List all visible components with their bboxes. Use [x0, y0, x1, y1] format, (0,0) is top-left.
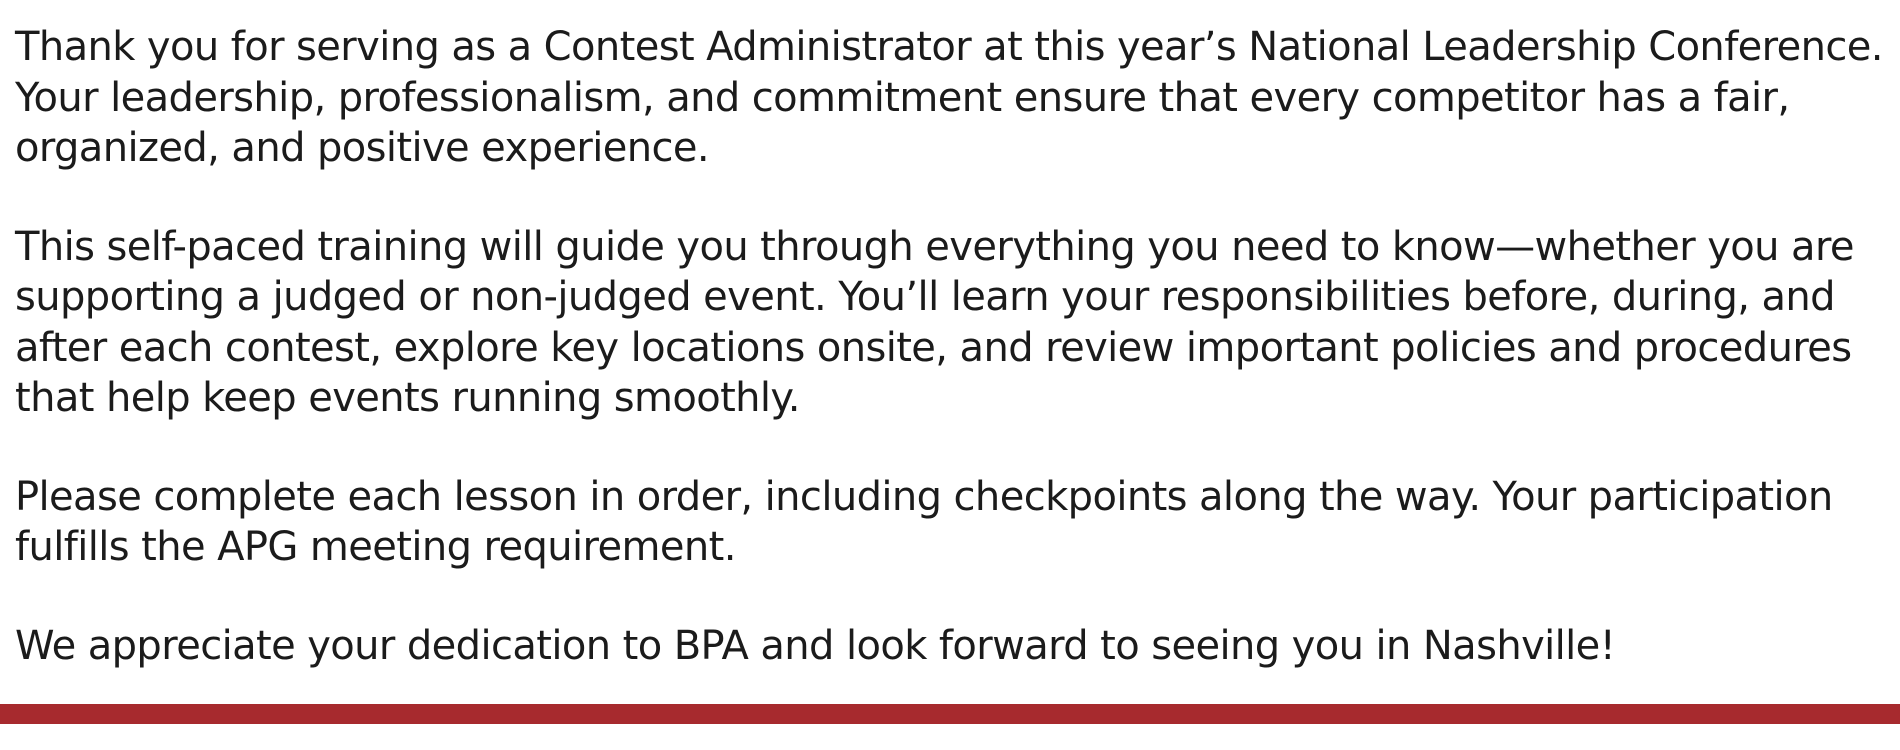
- training-overview-paragraph: This self-paced training will guide you through everything you need to know—whether you are supporting a judged or non-judged event. You’ll learn your responsibilities before, during, and after each contest, explore key locations onsite, and review important policies and procedures that help keep events running smoothly.: [15, 223, 1854, 421]
- instructions-paragraph: Please complete each lesson in order, including checkpoints along the way. Your participation fulfills the APG meeting requirement.: [15, 473, 1833, 570]
- closing-paragraph: We appreciate your dedication to BPA and look forward to seeing you in Nashville!: [15, 622, 1616, 669]
- body-text: [15, 22, 1890, 671]
- intro-paragraph: Thank you for serving as a Contest Administrator at this year’s National Leadership Conference. Your leadership, professionalism, and commitment ensure that every competitor has a fair, organized, and positive experience.: [15, 24, 1883, 171]
- red-divider-bar: [0, 704, 1900, 724]
